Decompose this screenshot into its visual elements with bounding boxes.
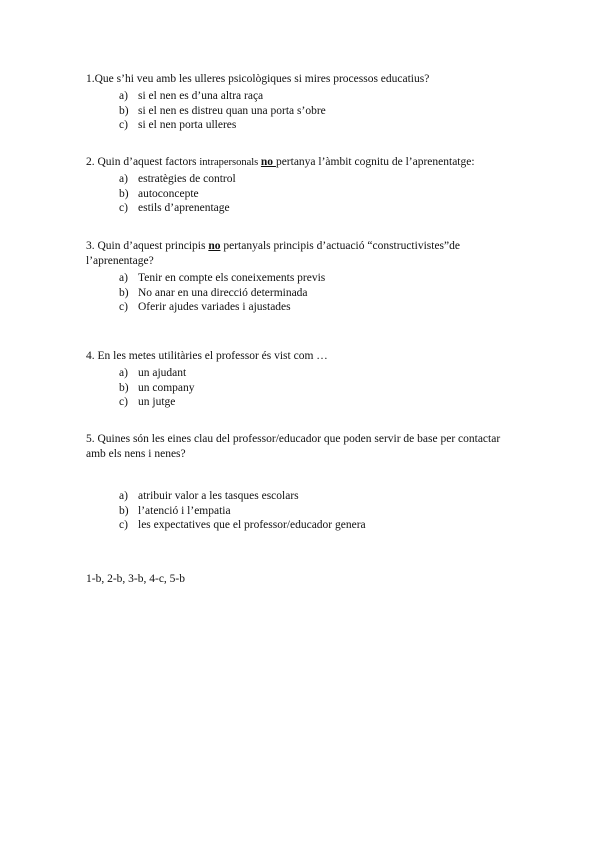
option-letter: c) (119, 396, 128, 408)
question-3-rest: pertanyals principis d’actuació “constructivistes”de l’aprenentage? (86, 240, 460, 267)
question-1-label: 1.Que s’hi veu amb les ulleres psicològiques si mires processos educatius? (86, 73, 430, 85)
question-4-label: 4. En les metes utilitàries el professor és vist com … (86, 350, 328, 362)
option-2c (86, 201, 516, 216)
question-5-label: 5. Quines són les eines clau del professor/educador que poden servir de base per contactar amb els nens i nenes? (86, 433, 501, 460)
question-2-rest: pertanya l’àmbit cognitu de l’aprenentatge: (275, 156, 475, 168)
option-letter: c) (119, 119, 128, 131)
option-text: un company (138, 381, 195, 394)
option-letter: b) (119, 187, 129, 200)
option-text: Oferir ajudes variades i ajustades (138, 301, 291, 313)
option-text: si el nen porta ulleres (138, 119, 237, 131)
option-5b (86, 504, 516, 519)
option-letter: b) (119, 381, 129, 394)
question-1-options (86, 89, 516, 133)
option-letter: b) (119, 104, 129, 117)
question-2-emphasis: no (260, 156, 276, 168)
option-letter: c) (119, 519, 128, 531)
question-3 (86, 239, 516, 315)
question-4-options (86, 366, 516, 410)
option-4a (86, 366, 516, 381)
option-letter: a) (119, 272, 128, 284)
option-text: autoconcepte (138, 187, 199, 200)
option-text: estratègies de control (138, 173, 236, 185)
question-3-emphasis: no (208, 240, 221, 252)
question-3-label: 3. Quin d’aquest principis (86, 240, 209, 252)
option-text: l’atenció i l’empatia (138, 504, 231, 517)
question-2-options (86, 172, 516, 216)
question-1 (86, 72, 516, 133)
option-3a (86, 271, 516, 286)
option-text: si el nen es d’una altra raça (138, 90, 264, 102)
option-letter: c) (119, 202, 128, 214)
answer-key: 1-b, 2-b, 3-b, 4-c, 5-b (86, 573, 186, 585)
question-5-options (86, 489, 516, 533)
option-1c (86, 118, 516, 133)
option-text: les expectatives que el professor/educador genera (138, 519, 366, 531)
option-5a (86, 489, 516, 504)
option-text: atribuir valor a les tasques escolars (138, 490, 299, 502)
question-2-small-text: intrapersonals (199, 157, 261, 168)
option-letter: a) (119, 90, 128, 102)
option-2a (86, 172, 516, 187)
question-4 (86, 349, 516, 410)
option-2b (86, 187, 516, 202)
question-2 (86, 155, 516, 216)
option-5c (86, 518, 516, 533)
option-letter: a) (119, 490, 128, 502)
question-1-text (86, 72, 516, 87)
option-3b (86, 286, 516, 301)
question-5-text (86, 432, 516, 462)
option-1a (86, 89, 516, 104)
question-3-options (86, 271, 516, 315)
option-text: un ajudant (138, 367, 187, 379)
question-2-text (86, 155, 516, 170)
option-letter: a) (119, 367, 128, 379)
question-5 (86, 432, 516, 533)
option-letter: c) (119, 301, 128, 313)
option-4b (86, 381, 516, 396)
option-text: estils d’aprenentage (138, 202, 230, 214)
question-2-label: 2. Quin d’aquest factors (86, 156, 200, 168)
option-letter: b) (119, 504, 129, 517)
option-3c (86, 300, 516, 315)
option-1b (86, 104, 516, 119)
question-3-text (86, 239, 516, 269)
option-letter: a) (119, 173, 128, 185)
option-text: Tenir en compte els coneixements previs (138, 272, 326, 284)
option-text: un jutge (138, 396, 176, 408)
option-letter: b) (119, 286, 129, 299)
option-4c (86, 395, 516, 410)
option-text: No anar en una direcció determinada (138, 286, 308, 299)
question-4-text (86, 349, 516, 364)
option-text: si el nen es distreu quan una porta s’obre (138, 104, 326, 117)
